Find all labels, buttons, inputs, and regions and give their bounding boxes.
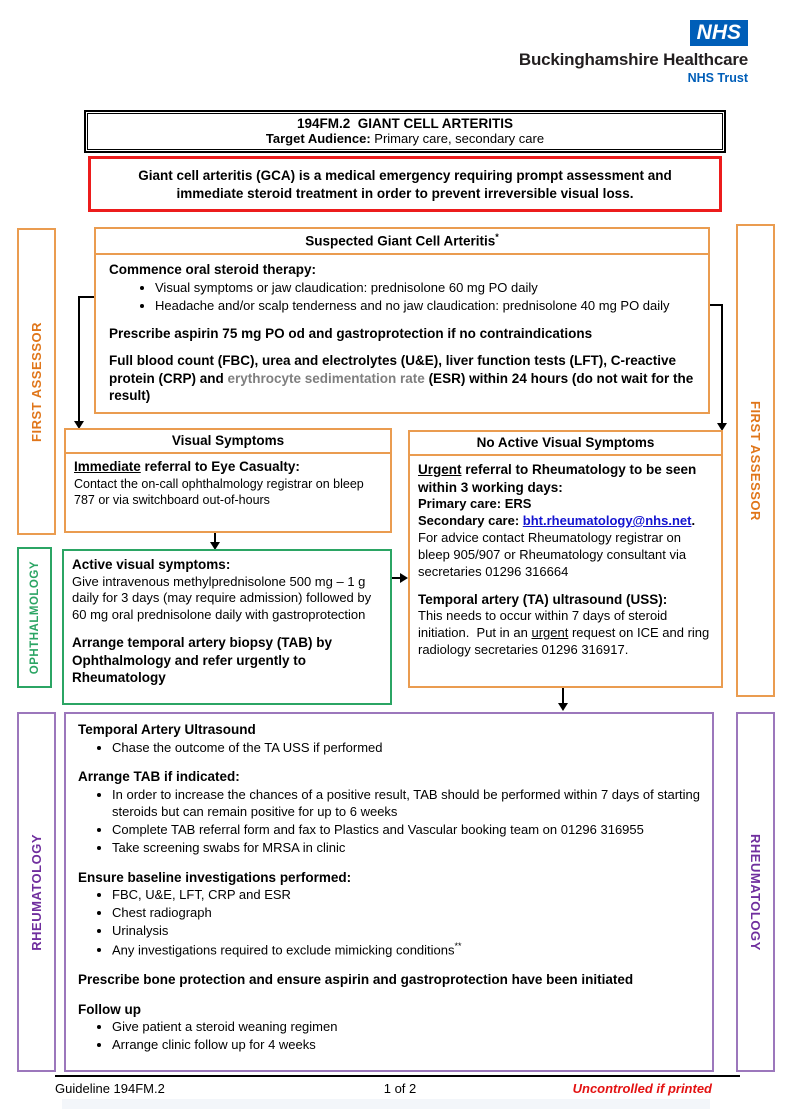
ta-ultrasound-list — [78, 740, 700, 757]
primary-care-route: Primary care: ERS — [418, 496, 532, 512]
arrow-to-rheumatology-referral-icon — [400, 573, 408, 583]
follow-up-list — [78, 1019, 700, 1054]
target-audience-label: Target Audience: — [265, 131, 371, 146]
footer-page-number: 1 of 2 — [383, 1081, 417, 1096]
visual-symptoms-box — [64, 428, 392, 533]
sidebar-rheumatology-left — [17, 712, 56, 1072]
sidebar-first-assessor-right — [736, 224, 775, 697]
trust-name: Buckinghamshire Healthcare — [518, 50, 748, 69]
secondary-care-route: Secondary care: bht.rheumatology@nhs.net. — [418, 512, 696, 528]
active-visual-symptoms-heading: Active visual symptoms: — [72, 557, 231, 572]
arrange-tab-list — [78, 787, 700, 857]
connector-to-rheumatology-box — [562, 688, 564, 704]
mrsa-swabs-item: • Take screening swabs for MRSA in clinic — [112, 840, 700, 857]
nhs-logo — [519, 20, 748, 85]
visual-symptoms-body — [66, 454, 390, 508]
sidebar-ophthalmology-label: OPHTHALMOLOGY — [28, 560, 41, 675]
urinalysis-item: • Urinalysis — [112, 923, 700, 940]
methylprednisolone-instruction: Give intravenous methylprednisolone 500 mg – 1 g daily for 3 days (may require admission) followed by 60 mg oral prednisolone daily with gastroprotection — [72, 573, 372, 623]
sidebar-first-assessor-left-label: FIRST ASSESSOR — [29, 321, 44, 442]
urgent-underlined: urgent — [531, 624, 569, 640]
arrange-tab-instruction: Arrange temporal artery biopsy (TAB) by Ophthalmology and refer urgently to Rheumatology — [72, 635, 333, 686]
footnote-marker: * — [495, 232, 499, 242]
steroid-option-visual: • Visual symptoms or jaw claudication: prednisolone 60 mg PO daily — [155, 280, 698, 297]
nhs-logo-icon: NHS — [690, 20, 748, 46]
bottom-faint-bar — [62, 1099, 710, 1109]
rheumatology-referral-heading: Urgent referral to Rheumatology to be seen within 3 working days: — [418, 462, 697, 495]
sidebar-rheumatology-left-label: RHEUMATOLOGY — [29, 833, 44, 951]
document-title: 194FM.2 GIANT CELL ARTERITIS — [296, 116, 514, 131]
eye-casualty-contact-details: Contact the on-call ophthalmology registrar on bleep 787 or via switchboard out-of-hours — [74, 476, 364, 507]
ophthalmology-action-box — [62, 549, 392, 705]
arrow-to-rheumatology-box-icon — [558, 703, 568, 711]
target-audience — [88, 131, 722, 146]
arrange-tab-section-heading: Arrange TAB if indicated: — [78, 769, 240, 785]
weaning-regimen-item: • Give patient a steroid weaning regimen — [112, 1019, 700, 1036]
footer-guideline-ref: Guideline 194FM.2 — [55, 1081, 165, 1096]
visual-symptoms-title: Visual Symptoms — [66, 430, 390, 454]
follow-up-heading: Follow up — [78, 1001, 141, 1017]
baseline-investigations-heading: Ensure baseline investigations performed: — [78, 869, 352, 885]
rheumatology-action-box — [64, 712, 714, 1072]
no-active-visual-symptoms-title: No Active Visual Symptoms — [410, 432, 721, 456]
suspected-gca-box — [94, 227, 710, 414]
tab-timing-item: • In order to increase the chances of a positive result, TAB should be performed within 7 days of starting steroids but can remain positive for up to 6 weeks — [112, 787, 700, 821]
mimicking-conditions-item: • Any investigations required to exclude mimicking conditions** — [112, 941, 700, 959]
chest-radiograph-item: • Chest radiograph — [112, 905, 700, 922]
document-title-box — [84, 110, 726, 153]
trust-subtitle: NHS Trust — [687, 71, 748, 85]
connector-right-vertical — [721, 304, 723, 424]
footer-uncontrolled-warning: Uncontrolled if printed — [572, 1081, 712, 1096]
ta-ultrasound-heading: Temporal artery (TA) ultrasound (USS): — [418, 591, 668, 607]
sidebar-rheumatology-right — [736, 712, 775, 1072]
ta-ultrasound-section-heading: Temporal Artery Ultrasound — [78, 722, 256, 737]
sidebar-first-assessor-left — [17, 228, 56, 535]
aspirin-instruction: Prescribe aspirin 75 mg PO od and gastroprotection if no contraindications — [109, 325, 593, 341]
clinic-follow-up-item: • Arrange clinic follow up for 4 weeks — [112, 1037, 700, 1054]
footer-divider — [55, 1075, 740, 1077]
double-footnote-marker: ** — [454, 940, 462, 951]
steroid-option-headache: • Headache and/or scalp tenderness and no jaw claudication: prednisolone 40 mg PO daily — [155, 298, 698, 315]
emergency-alert-banner: Giant cell arteritis (GCA) is a medical emergency requiring prompt assessment and immediate steroid treatment in order to prevent irreversible visual loss. — [88, 156, 722, 212]
sidebar-ophthalmology — [17, 547, 52, 688]
document-title-inner — [87, 113, 723, 150]
bloods-item: • FBC, U&E, LFT, CRP and ESR — [112, 887, 700, 904]
baseline-investigations-list — [78, 887, 700, 959]
tab-referral-fax-item: • Complete TAB referral form and fax to Plastics and Vascular booking team on 01296 316955 — [112, 822, 700, 839]
steroid-options-list — [109, 280, 698, 315]
blood-tests-instruction: Full blood count (FBC), urea and electrolytes (U&E), liver function tests (LFT), C-reactive protein (CRP) and erythrocyte sedimentation rate (ESR) within 24 hours (do not wait for the result) — [109, 353, 694, 404]
no-active-visual-symptoms-box — [408, 430, 723, 688]
sidebar-first-assessor-right-label: FIRST ASSESSOR — [748, 400, 763, 521]
no-active-visual-symptoms-body — [410, 456, 721, 659]
ta-ultrasound-details: This needs to occur within 7 days of steroid initiation. Put in an urgent request on ICE and ring radiology secretaries 01296 316917. — [418, 608, 710, 657]
commence-steroid-heading: Commence oral steroid therapy: — [109, 261, 317, 277]
target-audience-value: Primary care, secondary care — [370, 131, 545, 146]
connector-left-vertical — [78, 296, 80, 422]
rheumatology-email-link[interactable]: bht.rheumatology@nhs.net — [522, 512, 692, 528]
rheumatology-advice-contact: For advice contact Rheumatology registrar on bleep 905/907 or Rheumatology consultant via secretaries 01296 316664 — [418, 529, 687, 579]
chase-uss-item: • Chase the outcome of the TA USS if performed — [112, 740, 700, 757]
esr-gray-text: erythrocyte sedimentation rate — [227, 370, 425, 386]
suspected-gca-title: Suspected Giant Cell Arteritis* — [96, 229, 708, 255]
suspected-gca-body — [96, 255, 708, 406]
eye-casualty-referral-heading: Immediate referral to Eye Casualty: — [74, 459, 300, 474]
sidebar-rheumatology-right-label: RHEUMATOLOGY — [748, 833, 763, 951]
bone-protection-instruction: Prescribe bone protection and ensure aspirin and gastroprotection have been initiated — [78, 971, 634, 987]
connector-left-horizontal — [78, 296, 94, 298]
